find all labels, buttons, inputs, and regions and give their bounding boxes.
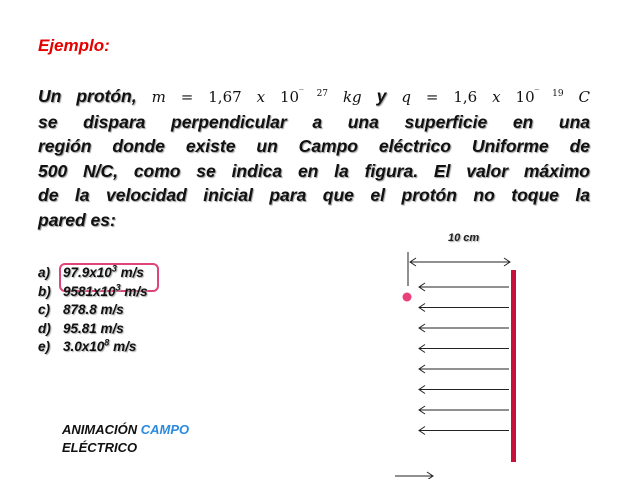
field-arrow <box>419 406 509 414</box>
problem-line-1 <box>38 84 590 110</box>
charge-formula: q = 1,6 x $10^{‾ 19}$ C <box>401 88 590 106</box>
field-arrow <box>419 345 509 353</box>
problem-line-2: se dispara perpendicular a una superficie en una <box>38 111 590 132</box>
distance-label: 10 cm <box>448 232 480 244</box>
field-arrow <box>419 365 509 373</box>
animation-link[interactable]: ANIMACIÓN CAMPO ELÉCTRICO <box>62 422 190 455</box>
conjunction: y <box>376 86 387 106</box>
mass-formula: m = 1,67 x $10^{‾ 27}$ kg <box>151 88 362 106</box>
problem-line-5: de la velocidad inicial para que el protón no toque la <box>38 185 590 205</box>
field-arrows <box>419 283 509 435</box>
option-b[interactable]: b) $9581x10^3$ m/s <box>38 282 148 299</box>
problem-intro: Un protón, <box>38 86 137 106</box>
option-d[interactable]: d) 95.81 m/s <box>38 320 124 336</box>
slide-title: Ejemplo: <box>38 36 110 55</box>
option-a[interactable]: a) $97.9x10^3$ m/s <box>38 263 144 280</box>
option-c[interactable]: c) 878.8 m/s <box>38 302 124 317</box>
field-arrow <box>419 386 509 394</box>
field-diagram <box>395 240 545 479</box>
distance-arrow <box>410 258 510 266</box>
answer-options <box>38 264 148 357</box>
problem-line-3: región donde existe un Campo eléctrico Uniforme de <box>38 136 590 156</box>
charged-plate <box>511 270 516 462</box>
bottom-arrow <box>395 472 433 479</box>
problem-line-4: 500 N/C, como se indica en la figura. El valor máximo <box>38 160 590 181</box>
field-arrow <box>419 324 509 332</box>
option-e[interactable]: e) $3.0x10^8$ m/s <box>38 337 137 354</box>
field-arrow <box>419 427 509 435</box>
field-arrow <box>419 304 509 312</box>
field-arrow <box>419 283 509 291</box>
proton-dot <box>403 293 412 302</box>
problem-line-6: pared es: <box>38 209 116 230</box>
problem-statement <box>38 84 590 232</box>
